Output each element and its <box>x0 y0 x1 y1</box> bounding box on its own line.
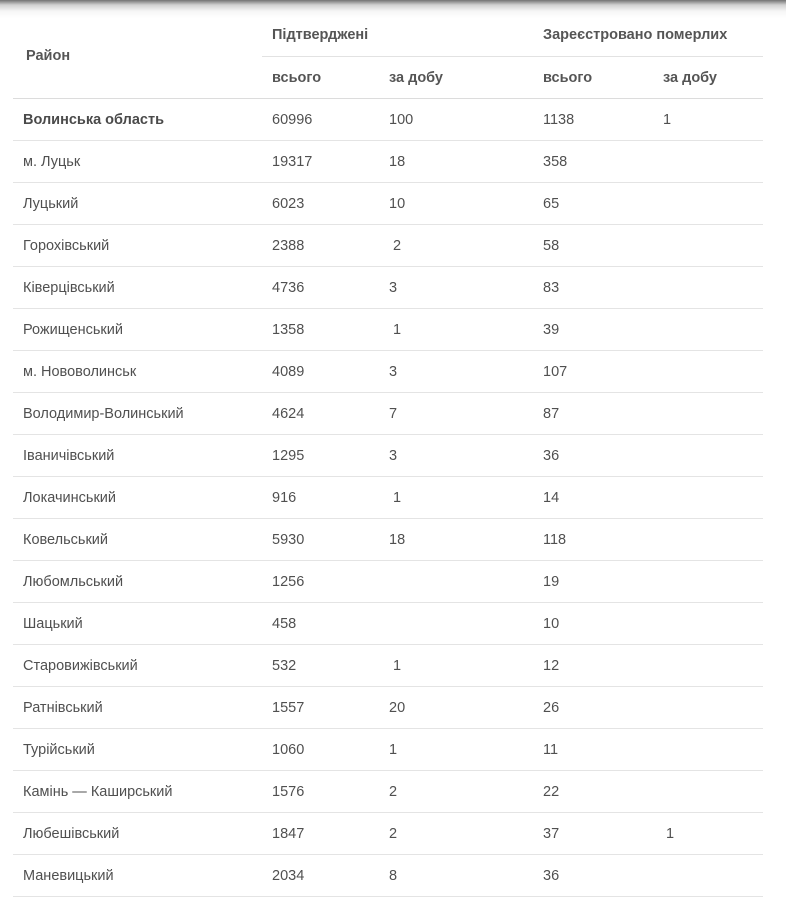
confirmed-total-cell: 1847 <box>262 813 379 855</box>
deaths-per-day-cell <box>653 645 763 687</box>
deaths-total-cell: 39 <box>533 309 653 351</box>
deaths-total-cell: 87 <box>533 393 653 435</box>
region-cell: Турійський <box>13 729 262 771</box>
confirmed-total-cell: 4736 <box>262 267 379 309</box>
confirmed-per-day-cell: 10 <box>379 183 533 225</box>
deaths-total-cell: 26 <box>533 687 653 729</box>
deaths-per-day-cell <box>653 267 763 309</box>
region-cell: Локачинський <box>13 477 262 519</box>
header-row-groups <box>13 14 763 57</box>
deaths-total-cell: 19 <box>533 561 653 603</box>
region-cell: Володимир-Волинський <box>13 393 262 435</box>
deaths-total-cell: 11 <box>533 729 653 771</box>
confirmed-per-day-cell: 3 <box>379 267 533 309</box>
covid-stats-table-container <box>13 14 763 897</box>
deaths-per-day-cell <box>653 477 763 519</box>
table-row <box>13 771 763 813</box>
confirmed-total-cell: 6023 <box>262 183 379 225</box>
deaths-total-cell: 22 <box>533 771 653 813</box>
deaths-per-day-cell <box>653 309 763 351</box>
deaths-per-day-cell <box>653 351 763 393</box>
confirmed-total-cell: 1557 <box>262 687 379 729</box>
confirmed-total-cell: 1295 <box>262 435 379 477</box>
table-row <box>13 393 763 435</box>
table-row <box>13 855 763 897</box>
table-row <box>13 603 763 645</box>
confirmed-per-day-cell: 2 <box>379 771 533 813</box>
deaths-per-day-cell: 1 <box>653 99 763 141</box>
confirmed-per-day-cell: 1 <box>379 729 533 771</box>
deaths-per-day-cell <box>653 771 763 813</box>
table-body <box>13 99 763 897</box>
confirmed-total-cell: 458 <box>262 603 379 645</box>
deaths-per-day-cell <box>653 393 763 435</box>
deaths-total-cell: 358 <box>533 141 653 183</box>
region-cell: Ківерцівський <box>13 267 262 309</box>
region-cell: м. Нововолинськ <box>13 351 262 393</box>
region-cell: Шацький <box>13 603 262 645</box>
deaths-total-cell: 10 <box>533 603 653 645</box>
confirmed-per-day-cell: 20 <box>379 687 533 729</box>
region-cell: Ковельський <box>13 519 262 561</box>
confirmed-total-cell: 916 <box>262 477 379 519</box>
table-row <box>13 729 763 771</box>
region-cell: Старовижівський <box>13 645 262 687</box>
confirmed-total-header: всього <box>262 57 379 99</box>
region-cell: Маневицький <box>13 855 262 897</box>
deaths-total-cell: 58 <box>533 225 653 267</box>
deaths-total-cell: 36 <box>533 435 653 477</box>
confirmed-total-cell: 1576 <box>262 771 379 813</box>
table-row <box>13 477 763 519</box>
confirmed-per-day-cell: 3 <box>379 351 533 393</box>
region-cell: Горохівський <box>13 225 262 267</box>
table-row <box>13 225 763 267</box>
confirmed-total-cell: 60996 <box>262 99 379 141</box>
confirmed-per-day-header: за добу <box>379 57 533 99</box>
deaths-per-day-header: за добу <box>653 57 763 99</box>
region-cell: Луцький <box>13 183 262 225</box>
table-row <box>13 351 763 393</box>
region-column-header: Район <box>13 14 262 99</box>
deaths-total-cell: 12 <box>533 645 653 687</box>
confirmed-total-cell: 1060 <box>262 729 379 771</box>
deaths-per-day-cell <box>653 603 763 645</box>
confirmed-per-day-cell: 7 <box>379 393 533 435</box>
covid-stats-table <box>13 14 763 897</box>
confirmed-total-cell: 2034 <box>262 855 379 897</box>
region-cell: м. Луцьк <box>13 141 262 183</box>
table-row <box>13 183 763 225</box>
confirmed-per-day-cell <box>379 603 533 645</box>
region-cell: Іваничівський <box>13 435 262 477</box>
deaths-per-day-cell: 1 <box>653 813 763 855</box>
confirmed-total-cell: 19317 <box>262 141 379 183</box>
region-cell: Камінь — Каширський <box>13 771 262 813</box>
deaths-per-day-cell <box>653 519 763 561</box>
table-row <box>13 687 763 729</box>
deaths-total-cell: 1138 <box>533 99 653 141</box>
deaths-per-day-cell <box>653 687 763 729</box>
region-cell: Ратнівський <box>13 687 262 729</box>
confirmed-per-day-cell: 1 <box>379 309 533 351</box>
deaths-per-day-cell <box>653 141 763 183</box>
confirmed-total-cell: 532 <box>262 645 379 687</box>
confirmed-per-day-cell <box>379 561 533 603</box>
confirmed-total-cell: 4089 <box>262 351 379 393</box>
confirmed-total-cell: 5930 <box>262 519 379 561</box>
deaths-total-cell: 37 <box>533 813 653 855</box>
region-cell: Рожищенський <box>13 309 262 351</box>
deaths-total-cell: 83 <box>533 267 653 309</box>
confirmed-per-day-cell: 8 <box>379 855 533 897</box>
region-cell: Любомльський <box>13 561 262 603</box>
confirmed-per-day-cell: 2 <box>379 813 533 855</box>
region-cell: Волинська область <box>13 99 262 141</box>
deaths-per-day-cell <box>653 561 763 603</box>
table-row <box>13 309 763 351</box>
deaths-total-header: всього <box>533 57 653 99</box>
deaths-total-cell: 65 <box>533 183 653 225</box>
deaths-per-day-cell <box>653 183 763 225</box>
confirmed-total-cell: 1256 <box>262 561 379 603</box>
deaths-group-header: Зареєстровано померлих <box>533 14 763 57</box>
deaths-per-day-cell <box>653 729 763 771</box>
table-row <box>13 141 763 183</box>
table-row <box>13 99 763 141</box>
table-row <box>13 813 763 855</box>
table-row <box>13 645 763 687</box>
table-row <box>13 519 763 561</box>
confirmed-total-cell: 4624 <box>262 393 379 435</box>
confirmed-per-day-cell: 1 <box>379 477 533 519</box>
confirmed-group-header: Підтверджені <box>262 14 533 57</box>
confirmed-per-day-cell: 1 <box>379 645 533 687</box>
confirmed-per-day-cell: 18 <box>379 519 533 561</box>
table-row <box>13 435 763 477</box>
deaths-total-cell: 118 <box>533 519 653 561</box>
confirmed-total-cell: 1358 <box>262 309 379 351</box>
confirmed-per-day-cell: 3 <box>379 435 533 477</box>
confirmed-per-day-cell: 100 <box>379 99 533 141</box>
confirmed-per-day-cell: 2 <box>379 225 533 267</box>
deaths-total-cell: 14 <box>533 477 653 519</box>
deaths-total-cell: 36 <box>533 855 653 897</box>
table-row <box>13 267 763 309</box>
confirmed-total-cell: 2388 <box>262 225 379 267</box>
deaths-total-cell: 107 <box>533 351 653 393</box>
deaths-per-day-cell <box>653 435 763 477</box>
deaths-per-day-cell <box>653 225 763 267</box>
confirmed-per-day-cell: 18 <box>379 141 533 183</box>
table-row <box>13 561 763 603</box>
region-cell: Любешівський <box>13 813 262 855</box>
table-header <box>13 14 763 99</box>
deaths-per-day-cell <box>653 855 763 897</box>
